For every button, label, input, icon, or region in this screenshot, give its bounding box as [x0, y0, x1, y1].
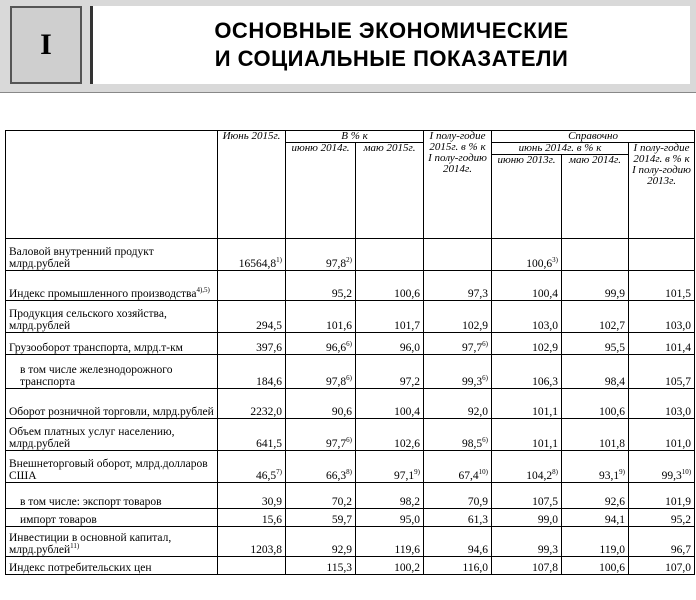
- row-label: [6, 527, 218, 557]
- row-label: [6, 389, 218, 419]
- cell-footnote: 1): [276, 256, 282, 265]
- cell-footnote: 6): [482, 436, 488, 445]
- cell-value: 2232,0: [250, 406, 282, 418]
- row-label: [6, 451, 218, 483]
- chapter-number: I: [10, 6, 82, 84]
- cell-col-7: [629, 419, 695, 451]
- cell-col-3: [356, 451, 424, 483]
- row-label-text: Индекс потребительских цен: [9, 562, 152, 574]
- cell-value: 30,9: [261, 496, 282, 508]
- cell-col-3: [356, 527, 424, 557]
- cell-footnote: 10): [478, 468, 488, 477]
- cell-col-7: [629, 333, 695, 355]
- cell-value: 103,0: [532, 320, 558, 332]
- cell-col-2: [286, 355, 356, 389]
- cell-value: 100,6: [526, 258, 553, 270]
- cell-col-7: [629, 355, 695, 389]
- header-to-may-2014: маю 2014г.: [562, 155, 629, 239]
- header-half-2015: I полу-годие 2015г. в % к I полу-годию 2014г.: [424, 131, 492, 239]
- cell-col-2: [286, 509, 356, 527]
- cell-value: 97,2: [399, 376, 420, 388]
- cell-value: 98,2: [399, 496, 420, 508]
- cell-col-5: [492, 333, 562, 355]
- cell-value: 15,6: [261, 514, 282, 526]
- chapter-title: [90, 6, 690, 84]
- cell-value: 103,0: [665, 320, 692, 332]
- cell-col-1: [218, 301, 286, 333]
- cell-value: 1203,8: [250, 544, 282, 556]
- row-label: [6, 419, 218, 451]
- cell-value: 641,5: [256, 438, 282, 450]
- cell-col-4: [424, 301, 492, 333]
- cell-value: 100,6: [394, 288, 420, 300]
- cell-footnote: 6): [346, 340, 352, 349]
- cell-value: 100,6: [599, 406, 625, 418]
- header-reference: Справочно: [492, 131, 695, 143]
- cell-footnote: 8): [552, 468, 558, 477]
- cell-value: 294,5: [256, 320, 282, 332]
- cell-col-6: [562, 509, 629, 527]
- cell-col-2: [286, 333, 356, 355]
- cell-footnote: 3): [552, 256, 558, 265]
- cell-value: 119,6: [394, 544, 420, 556]
- cell-value: 100,2: [394, 562, 420, 574]
- cell-col-3: [356, 355, 424, 389]
- cell-value: 101,9: [665, 496, 692, 508]
- cell-col-4: [424, 483, 492, 509]
- cell-value: 99,3: [462, 376, 483, 388]
- cell-col-3: [356, 239, 424, 271]
- cell-col-1: [218, 239, 286, 271]
- cell-col-7: [629, 301, 695, 333]
- header-pct-group: В % к: [286, 131, 424, 143]
- cell-col-6: [562, 333, 629, 355]
- cell-value: 104,2: [526, 470, 553, 482]
- cell-col-7: [629, 557, 695, 575]
- cell-value: 98,5: [462, 438, 483, 450]
- cell-value: 101,6: [326, 320, 352, 332]
- cell-col-2: [286, 483, 356, 509]
- title-line-2: И СОЦИАЛЬНЫЕ ПОКАЗАТЕЛИ: [214, 46, 569, 71]
- cell-col-3: [356, 389, 424, 419]
- row-label: [6, 483, 218, 509]
- cell-value: 397,6: [256, 342, 282, 354]
- cell-col-7: [629, 527, 695, 557]
- row-label: [6, 333, 218, 355]
- cell-col-4: [424, 355, 492, 389]
- cell-col-6: [562, 557, 629, 575]
- cell-col-2: [286, 419, 356, 451]
- row-label-text: Инвестиции в основной капитал, млрд.рублей: [9, 532, 172, 556]
- row-label-text: Продукция сельского хозяйства, млрд.рублей: [9, 308, 167, 332]
- cell-col-5: [492, 271, 562, 301]
- cell-value: 107,8: [532, 562, 558, 574]
- table-row: [6, 389, 695, 419]
- table-row: [6, 451, 695, 483]
- cell-col-3: [356, 419, 424, 451]
- cell-col-5: [492, 509, 562, 527]
- cell-value: 97,8: [326, 258, 347, 270]
- cell-col-5: [492, 301, 562, 333]
- cell-col-1: [218, 419, 286, 451]
- cell-footnote: 2): [346, 256, 352, 265]
- cell-value: 96,7: [670, 544, 692, 556]
- header-half-2014: I полу-годие 2014г. в % к I полу-годию 2013г.: [629, 143, 695, 239]
- cell-col-1: [218, 557, 286, 575]
- cell-col-7: [629, 389, 695, 419]
- cell-col-4: [424, 239, 492, 271]
- cell-col-6: [562, 389, 629, 419]
- cell-value: 92,6: [604, 496, 625, 508]
- cell-value: 97,7: [326, 438, 347, 450]
- cell-value: 105,7: [665, 376, 692, 388]
- chapter-header: [0, 0, 696, 93]
- cell-footnote: 6): [346, 374, 352, 383]
- cell-col-1: [218, 451, 286, 483]
- row-label-text: в том числе железнодорожного транспорта: [20, 364, 173, 388]
- indicators-table: [5, 130, 695, 575]
- cell-footnote: 6): [482, 340, 488, 349]
- row-label: [6, 355, 218, 389]
- row-label-text: в том числе: экспорт товаров: [20, 496, 162, 508]
- cell-value: 92,0: [467, 406, 488, 418]
- cell-col-4: [424, 333, 492, 355]
- table-row: [6, 355, 695, 389]
- cell-value: 102,9: [532, 342, 558, 354]
- cell-col-6: [562, 271, 629, 301]
- cell-col-6: [562, 355, 629, 389]
- cell-value: 101,1: [532, 438, 558, 450]
- table-row: [6, 271, 695, 301]
- cell-col-6: [562, 419, 629, 451]
- row-label-text: Индекс промышленного производства: [9, 288, 197, 300]
- cell-col-7: [629, 509, 695, 527]
- table-row: [6, 239, 695, 271]
- cell-value: 70,9: [467, 496, 488, 508]
- cell-col-5: [492, 557, 562, 575]
- cell-value: 184,6: [256, 376, 282, 388]
- cell-value: 115,3: [326, 562, 352, 574]
- cell-col-5: [492, 527, 562, 557]
- cell-col-4: [424, 451, 492, 483]
- cell-col-2: [286, 557, 356, 575]
- row-label-text: Оборот розничной торговли, млрд.рублей: [9, 406, 214, 418]
- row-label-text: Валовой внутренний продукт млрд.рублей: [9, 246, 154, 270]
- header-ref-sub: июнь 2014г. в % к: [492, 143, 629, 155]
- cell-col-3: [356, 301, 424, 333]
- cell-value: 95,5: [604, 342, 625, 354]
- row-label: [6, 239, 218, 271]
- cell-col-4: [424, 389, 492, 419]
- table-row: [6, 557, 695, 575]
- cell-value: 95,0: [399, 514, 420, 526]
- cell-value: 16564,8: [238, 258, 277, 270]
- cell-footnote: 6): [482, 374, 488, 383]
- cell-value: 107,5: [532, 496, 558, 508]
- cell-footnote: 7): [276, 468, 282, 477]
- cell-value: 92,9: [331, 544, 352, 556]
- cell-value: 94,1: [604, 514, 625, 526]
- table-row: [6, 301, 695, 333]
- cell-value: 98,4: [604, 376, 625, 388]
- cell-col-5: [492, 355, 562, 389]
- cell-value: 99,9: [604, 288, 625, 300]
- cell-value: 67,4: [458, 470, 479, 482]
- row-label-text: Грузооборот транспорта, млрд.т-км: [9, 342, 183, 354]
- cell-col-6: [562, 527, 629, 557]
- cell-col-5: [492, 389, 562, 419]
- table-row: [6, 483, 695, 509]
- cell-col-6: [562, 483, 629, 509]
- cell-col-1: [218, 527, 286, 557]
- cell-value: 101,0: [665, 438, 692, 450]
- cell-value: 101,1: [532, 406, 558, 418]
- cell-footnote: 9): [619, 468, 625, 477]
- cell-value: 102,7: [599, 320, 625, 332]
- cell-value: 93,1: [599, 470, 620, 482]
- cell-col-2: [286, 451, 356, 483]
- row-label: [6, 271, 218, 301]
- cell-value: 101,7: [394, 320, 420, 332]
- header-to-june-2013: июню 2013г.: [492, 155, 562, 239]
- cell-value: 94,6: [467, 544, 488, 556]
- cell-value: 97,7: [462, 342, 483, 354]
- cell-col-7: [629, 483, 695, 509]
- cell-col-1: [218, 355, 286, 389]
- row-label-footnote: 4),5): [196, 286, 210, 295]
- cell-col-1: [218, 389, 286, 419]
- cell-col-4: [424, 419, 492, 451]
- cell-col-2: [286, 271, 356, 301]
- cell-col-7: [629, 239, 695, 271]
- cell-value: 99,3: [537, 544, 558, 556]
- cell-col-2: [286, 389, 356, 419]
- header-blank: [6, 131, 218, 239]
- cell-value: 97,3: [467, 288, 488, 300]
- cell-value: 100,4: [532, 288, 558, 300]
- cell-value: 101,8: [599, 438, 625, 450]
- cell-col-3: [356, 271, 424, 301]
- cell-value: 90,6: [331, 406, 352, 418]
- header-to-may-2015: маю 2015г.: [356, 143, 424, 239]
- row-label-text: импорт товаров: [20, 514, 97, 526]
- row-label-text: Объем платных услуг населению, млрд.рублей: [9, 426, 175, 450]
- cell-col-4: [424, 271, 492, 301]
- cell-value: 66,3: [326, 470, 347, 482]
- cell-value: 46,5: [256, 470, 277, 482]
- cell-value: 102,6: [394, 438, 420, 450]
- cell-col-1: [218, 509, 286, 527]
- cell-col-1: [218, 483, 286, 509]
- cell-col-4: [424, 509, 492, 527]
- cell-col-2: [286, 527, 356, 557]
- cell-footnote: 10): [681, 468, 692, 477]
- header-to-june-2014: июню 2014г.: [286, 143, 356, 239]
- cell-col-5: [492, 239, 562, 271]
- cell-value: 102,9: [462, 320, 488, 332]
- cell-col-7: [629, 451, 695, 483]
- cell-col-1: [218, 333, 286, 355]
- cell-value: 96,6: [326, 342, 347, 354]
- cell-col-6: [562, 451, 629, 483]
- cell-value: 95,2: [670, 514, 692, 526]
- cell-col-5: [492, 483, 562, 509]
- cell-value: 70,2: [331, 496, 352, 508]
- cell-value: 106,3: [532, 376, 558, 388]
- cell-value: 116,0: [462, 562, 488, 574]
- cell-col-7: [629, 271, 695, 301]
- header-june-2015: Июнь 2015г.: [218, 131, 286, 239]
- cell-value: 97,8: [326, 376, 347, 388]
- cell-col-5: [492, 451, 562, 483]
- cell-value: 119,0: [599, 544, 625, 556]
- table-row: [6, 419, 695, 451]
- cell-col-6: [562, 239, 629, 271]
- row-label: [6, 301, 218, 333]
- cell-footnote: 9): [414, 468, 420, 477]
- cell-value: 61,3: [467, 514, 488, 526]
- cell-col-4: [424, 527, 492, 557]
- cell-value: 99,0: [537, 514, 558, 526]
- table-row: [6, 509, 695, 527]
- row-label: [6, 557, 218, 575]
- cell-value: 103,0: [665, 406, 692, 418]
- cell-value: 95,2: [331, 288, 352, 300]
- cell-col-3: [356, 557, 424, 575]
- cell-col-3: [356, 333, 424, 355]
- cell-value: 97,1: [394, 470, 415, 482]
- title-line-1: ОСНОВНЫЕ ЭКОНОМИЧЕСКИЕ: [214, 18, 569, 43]
- cell-col-6: [562, 301, 629, 333]
- row-label: [6, 509, 218, 527]
- cell-col-3: [356, 483, 424, 509]
- cell-col-2: [286, 239, 356, 271]
- table-row: [6, 333, 695, 355]
- row-label-footnote: 11): [70, 542, 80, 551]
- cell-value: 100,6: [599, 562, 625, 574]
- cell-value: 101,4: [665, 342, 692, 354]
- cell-footnote: 8): [346, 468, 352, 477]
- cell-value: 100,4: [394, 406, 420, 418]
- cell-footnote: 6): [346, 436, 352, 445]
- cell-value: 99,3: [661, 470, 682, 482]
- cell-col-1: [218, 271, 286, 301]
- cell-col-5: [492, 419, 562, 451]
- row-label-text: Внешнеторговый оборот, млрд.долларов США: [9, 458, 208, 482]
- cell-value: 101,5: [665, 288, 692, 300]
- cell-col-3: [356, 509, 424, 527]
- cell-value: 107,0: [665, 562, 692, 574]
- cell-col-4: [424, 557, 492, 575]
- cell-value: 96,0: [399, 342, 420, 354]
- cell-value: 59,7: [331, 514, 352, 526]
- cell-col-2: [286, 301, 356, 333]
- table-row: [6, 527, 695, 557]
